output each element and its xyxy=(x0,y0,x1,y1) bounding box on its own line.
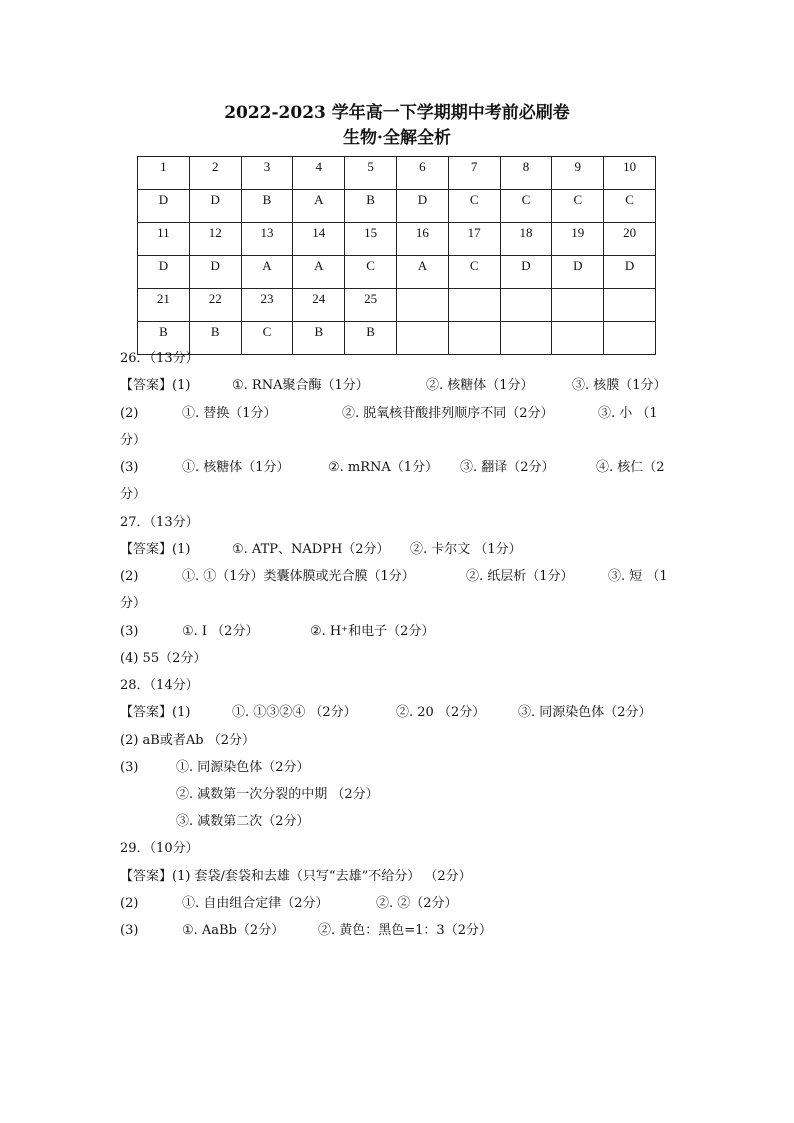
question-number-cell: 17 xyxy=(448,223,500,256)
text-segment: ③. 核膜（1分） xyxy=(572,378,667,393)
text-segment: 28．（14分） xyxy=(120,678,199,693)
text-segment: ③. 小 （1 xyxy=(598,406,658,421)
text-segment: (4) 55（2分） xyxy=(120,651,207,666)
question-number-cell: 20 xyxy=(604,223,656,256)
text-segment: ①. ATP、NADPH（2分） xyxy=(232,542,390,557)
text-segment: ①. ①（1分）类囊体膜或光合膜（1分） xyxy=(182,569,415,584)
text-segment: (2) xyxy=(120,569,139,584)
question-number-cell: 22 xyxy=(189,289,241,322)
text-segment: ②. 卡尔文 （1分） xyxy=(410,542,522,557)
question-number-cell xyxy=(604,289,656,322)
text-segment: ③. 同源染色体（2分） xyxy=(518,705,652,720)
text-segment: (2) xyxy=(120,896,139,911)
answer-cell: C xyxy=(448,256,500,289)
answer-cell xyxy=(552,322,604,355)
answer-cell: B xyxy=(138,322,190,355)
question-number-cell: 13 xyxy=(241,223,293,256)
question-number-cell: 23 xyxy=(241,289,293,322)
table-row xyxy=(138,256,656,289)
answer-cell xyxy=(604,322,656,355)
answer-cell: B xyxy=(241,190,293,223)
answer-cell: A xyxy=(241,256,293,289)
answer-cell: B xyxy=(345,190,397,223)
question-number-cell: 15 xyxy=(345,223,397,256)
text-segment: ②. mRNA（1分） xyxy=(328,460,439,475)
question-number-cell: 14 xyxy=(293,223,345,256)
text-segment: ②. 减数第一次分裂的中期 （2分） xyxy=(176,787,379,802)
question-number-cell: 10 xyxy=(604,157,656,190)
question-number-cell: 16 xyxy=(396,223,448,256)
text-segment: ②. ②（2分） xyxy=(376,896,458,911)
text-segment: 分） xyxy=(120,596,147,611)
text-segment: ③. 减数第二次（2分） xyxy=(176,814,310,829)
answer-cell xyxy=(396,322,448,355)
answer-cell: D xyxy=(552,256,604,289)
question-number-cell: 2 xyxy=(189,157,241,190)
text-segment: ②. 黄色：黑色=1：3（2分） xyxy=(318,923,492,938)
text-segment: (3) xyxy=(120,624,139,639)
text-segment: (3) xyxy=(120,760,139,775)
answer-cell xyxy=(500,322,552,355)
text-segment: (3) xyxy=(120,460,139,475)
text-segment: ③. 短 （1 xyxy=(608,569,668,584)
question-number-cell: 25 xyxy=(345,289,397,322)
question-number-cell xyxy=(448,289,500,322)
table-row xyxy=(138,322,656,355)
answer-cell: C xyxy=(552,190,604,223)
text-segment: 分） xyxy=(120,487,147,502)
answer-cell: D xyxy=(396,190,448,223)
question-number-cell: 19 xyxy=(552,223,604,256)
text-segment: (3) xyxy=(120,923,139,938)
answer-cell: A xyxy=(293,256,345,289)
question-number-cell: 11 xyxy=(138,223,190,256)
question-number-cell: 21 xyxy=(138,289,190,322)
question-number-cell: 1 xyxy=(138,157,190,190)
text-segment: ②. 纸层析（1分） xyxy=(466,569,574,584)
text-segment: ②. 脱氧核苷酸排列顺序不同（2分） xyxy=(342,406,554,421)
question-number-cell: 4 xyxy=(293,157,345,190)
question-number-cell: 24 xyxy=(293,289,345,322)
text-segment: ①. 自由组合定律（2分） xyxy=(182,896,329,911)
text-segment: (2) aB或者Ab （2分） xyxy=(120,733,255,748)
document-subtitle: 生物·全解全析 xyxy=(343,128,451,148)
answer-table xyxy=(137,156,656,355)
text-segment: 【答案】(1) xyxy=(120,705,191,720)
text-segment: ①. RNA聚合酶（1分） xyxy=(232,378,369,393)
answer-cell: C xyxy=(500,190,552,223)
text-segment: ①. 替换（1分） xyxy=(182,406,277,421)
table-row xyxy=(138,190,656,223)
answer-cell: D xyxy=(189,190,241,223)
table-row xyxy=(138,289,656,322)
question-number-cell: 6 xyxy=(396,157,448,190)
answer-cell: C xyxy=(241,322,293,355)
text-segment: ②. 20 （2分） xyxy=(396,705,486,720)
text-segment: ②. H⁺和电子（2分） xyxy=(310,624,435,639)
text-segment: 分） xyxy=(120,433,147,448)
question-number-cell: 7 xyxy=(448,157,500,190)
text-segment: 【答案】(1) xyxy=(120,378,191,393)
question-number-cell: 9 xyxy=(552,157,604,190)
text-segment: ①. 核糖体（1分） xyxy=(182,460,290,475)
table-row xyxy=(138,223,656,256)
text-segment: ①. ①③②④ （2分） xyxy=(232,705,357,720)
text-segment: ①. AaBb（2分） xyxy=(182,923,285,938)
text-segment: ①. Ⅰ （2分） xyxy=(182,624,259,639)
text-segment: 26．（13分） xyxy=(120,351,199,366)
answer-cell: D xyxy=(189,256,241,289)
answer-cell: B xyxy=(293,322,345,355)
question-number-cell: 5 xyxy=(345,157,397,190)
answer-cell: D xyxy=(138,256,190,289)
answer-cell: B xyxy=(189,322,241,355)
text-segment: ②. 核糖体（1分） xyxy=(426,378,534,393)
question-number-cell: 8 xyxy=(500,157,552,190)
answer-cell: A xyxy=(293,190,345,223)
text-segment: ①. 同源染色体（2分） xyxy=(176,760,310,775)
text-segment: ④. 核仁（2 xyxy=(596,460,665,475)
document-title: 2022-2023 学年高一下学期期中考前必刷卷 xyxy=(224,103,570,123)
text-segment: (2) xyxy=(120,406,139,421)
text-segment: 【答案】(1) 套袋/套袋和去雄（只写“去雄”不给分） （2分） xyxy=(120,869,472,884)
question-number-cell xyxy=(552,289,604,322)
answer-cell: C xyxy=(604,190,656,223)
text-segment: 27．（13分） xyxy=(120,515,199,530)
text-segment: 29．（10分） xyxy=(120,841,199,856)
question-number-cell xyxy=(500,289,552,322)
question-number-cell: 12 xyxy=(189,223,241,256)
answer-cell: D xyxy=(138,190,190,223)
answer-cell: B xyxy=(345,322,397,355)
answer-cell: D xyxy=(604,256,656,289)
table-row xyxy=(138,157,656,190)
text-segment: 【答案】(1) xyxy=(120,542,191,557)
text-segment: ③. 翻译（2分） xyxy=(460,460,555,475)
answer-cell xyxy=(448,322,500,355)
answer-cell: D xyxy=(500,256,552,289)
answer-cell: C xyxy=(345,256,397,289)
question-number-cell: 3 xyxy=(241,157,293,190)
question-number-cell xyxy=(396,289,448,322)
question-number-cell: 18 xyxy=(500,223,552,256)
answer-cell: A xyxy=(396,256,448,289)
answer-cell: C xyxy=(448,190,500,223)
